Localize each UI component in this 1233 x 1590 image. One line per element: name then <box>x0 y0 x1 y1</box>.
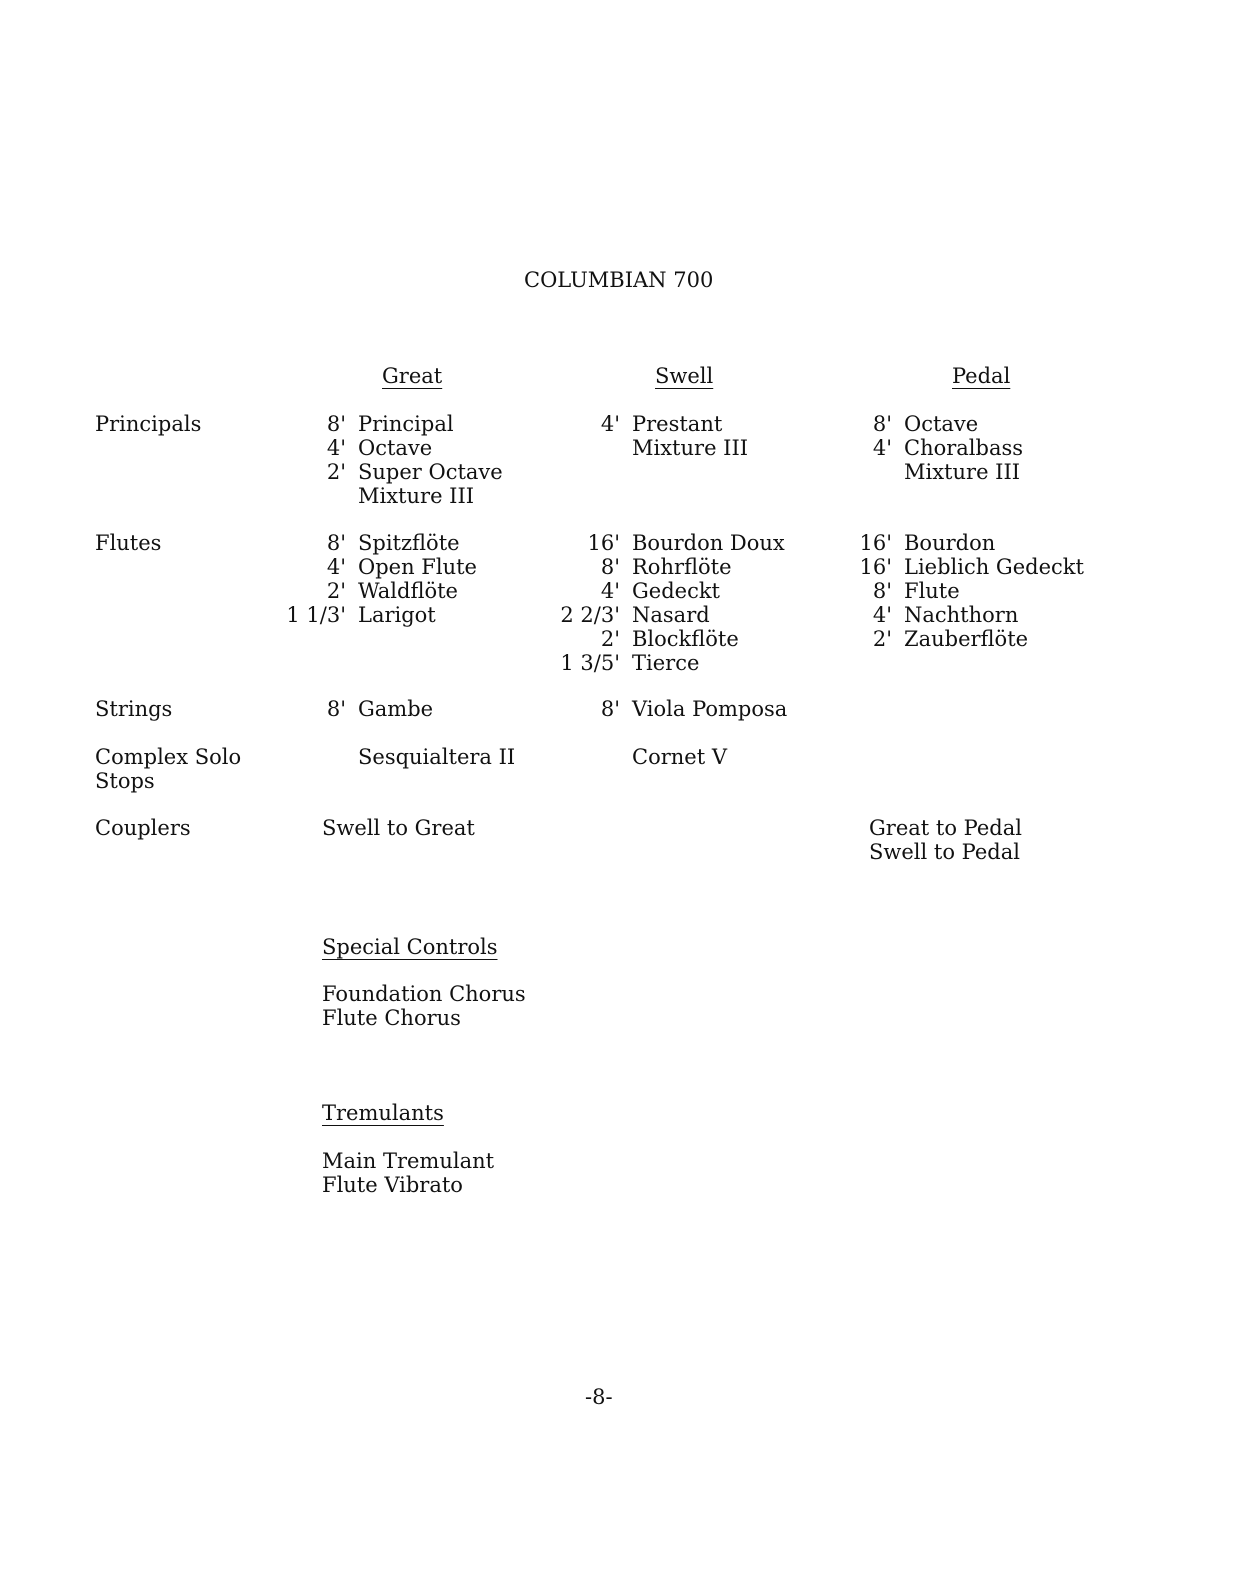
stop-size: 2' <box>872 627 892 651</box>
great-complex-solo-list <box>262 745 515 769</box>
coupler-item: Swell to Pedal <box>869 840 1020 864</box>
stop-row <box>846 579 1084 603</box>
stop-size: 4' <box>326 555 346 579</box>
stop-size <box>262 745 346 769</box>
great-flutes-list <box>262 531 477 627</box>
stop-size: 8' <box>600 555 620 579</box>
stop-row <box>536 627 785 651</box>
stop-size: 8' <box>872 579 892 603</box>
stop-name: Gambe <box>358 697 434 721</box>
stop-size: 1 3/5' <box>560 651 620 675</box>
stop-row <box>262 579 477 603</box>
swell-complex-solo-list <box>536 745 727 769</box>
stop-row <box>262 460 503 484</box>
coupler-item: Great to Pedal <box>869 816 1022 840</box>
stop-name: Larigot <box>358 603 436 627</box>
stop-size: 8' <box>326 531 346 555</box>
stop-row <box>536 579 785 603</box>
page-number: -8- <box>585 1385 613 1409</box>
great-coupler: Swell to Great <box>322 816 475 840</box>
stop-name: Principal <box>358 412 454 436</box>
stop-name: Tierce <box>632 651 700 675</box>
stop-row <box>536 436 748 460</box>
stop-name: Mixture III <box>632 436 749 460</box>
stop-name: Octave <box>358 436 433 460</box>
stop-name: Viola Pomposa <box>632 697 788 721</box>
stop-row <box>846 460 1023 484</box>
stop-size <box>536 436 620 460</box>
category-complex-solo: Complex Solo <box>95 745 242 769</box>
stop-name: Spitzflöte <box>358 531 460 555</box>
stop-name: Rohrflöte <box>632 555 732 579</box>
stop-row <box>536 745 727 769</box>
pedal-couplers-list <box>869 816 1022 864</box>
category-principals: Principals <box>95 412 202 436</box>
swell-flutes-list <box>536 531 785 675</box>
stop-row <box>536 651 785 675</box>
stop-size: 4' <box>326 436 346 460</box>
stop-size: 1 1/3' <box>286 603 346 627</box>
stop-name: Flute <box>904 579 960 603</box>
stop-row <box>846 603 1084 627</box>
stop-name: Prestant <box>632 412 723 436</box>
stop-name: Mixture III <box>904 460 1021 484</box>
stop-name: Lieblich Gedeckt <box>904 555 1084 579</box>
tremulants-heading: Tremulants <box>322 1101 444 1125</box>
stop-name: Open Flute <box>358 555 477 579</box>
stop-row <box>846 627 1084 651</box>
stop-row <box>846 531 1084 555</box>
stop-size: 4' <box>600 579 620 603</box>
stop-row <box>262 697 433 721</box>
stop-size: 8' <box>326 697 346 721</box>
stop-row <box>262 531 477 555</box>
special-control-item: Flute Chorus <box>322 1006 461 1030</box>
category-flutes: Flutes <box>95 531 162 555</box>
special-controls-heading: Special Controls <box>322 935 498 959</box>
stop-row <box>846 555 1084 579</box>
stop-row <box>536 603 785 627</box>
stop-name: Nasard <box>632 603 710 627</box>
stop-name: Nachthorn <box>904 603 1019 627</box>
page-title: COLUMBIAN 700 <box>524 268 714 292</box>
stop-size: 2' <box>600 627 620 651</box>
special-control-item: Foundation Chorus <box>322 982 526 1006</box>
stop-size: 8' <box>326 412 346 436</box>
great-strings-list <box>262 697 433 721</box>
stop-size: 16' <box>587 531 620 555</box>
stop-size: 16' <box>859 531 892 555</box>
stop-size: 2' <box>326 579 346 603</box>
stop-name: Gedeckt <box>632 579 720 603</box>
stop-name: Cornet V <box>632 745 727 769</box>
category-couplers: Couplers <box>95 816 191 840</box>
stop-name: Choralbass <box>904 436 1024 460</box>
category-strings: Strings <box>95 697 173 721</box>
division-swell-heading: Swell <box>655 364 714 388</box>
stop-row <box>536 555 785 579</box>
stop-name: Waldflöte <box>358 579 458 603</box>
stop-name: Octave <box>904 412 979 436</box>
special-controls-list <box>322 982 526 1030</box>
stop-size: 2 2/3' <box>560 603 620 627</box>
stop-name: Mixture III <box>358 484 475 508</box>
stop-size: 8' <box>600 697 620 721</box>
swell-principals-list <box>536 412 748 460</box>
stop-name: Bourdon <box>904 531 996 555</box>
stop-name: Sesquialtera II <box>358 745 516 769</box>
pedal-flutes-list <box>846 531 1084 651</box>
stop-row <box>536 531 785 555</box>
stop-size <box>536 745 620 769</box>
stop-row <box>262 484 503 508</box>
stop-row <box>262 603 477 627</box>
stop-size <box>262 484 346 508</box>
stop-size: 16' <box>859 555 892 579</box>
stop-row <box>262 745 515 769</box>
stop-row <box>262 436 503 460</box>
stop-size: 4' <box>872 436 892 460</box>
stop-name: Blockflöte <box>632 627 739 651</box>
stop-name: Super Octave <box>358 460 503 484</box>
stop-row <box>536 412 748 436</box>
division-great-heading: Great <box>382 364 443 388</box>
stop-row <box>262 555 477 579</box>
stop-row <box>536 697 787 721</box>
stop-size: 2' <box>326 460 346 484</box>
stop-row <box>846 412 1023 436</box>
stop-size: 4' <box>872 603 892 627</box>
pedal-principals-list <box>846 412 1023 484</box>
stop-row <box>846 436 1023 460</box>
swell-strings-list <box>536 697 787 721</box>
stop-size: 4' <box>600 412 620 436</box>
stop-size: 8' <box>872 412 892 436</box>
tremulant-item: Main Tremulant <box>322 1149 495 1173</box>
tremulant-item: Flute Vibrato <box>322 1173 463 1197</box>
stop-row <box>262 412 503 436</box>
great-principals-list <box>262 412 503 508</box>
stop-size <box>846 460 892 484</box>
stop-name: Bourdon Doux <box>632 531 785 555</box>
division-pedal-heading: Pedal <box>952 364 1011 388</box>
category-complex-solo-line2: Stops <box>95 769 155 793</box>
tremulants-list <box>322 1149 494 1197</box>
stop-name: Zauberflöte <box>904 627 1029 651</box>
